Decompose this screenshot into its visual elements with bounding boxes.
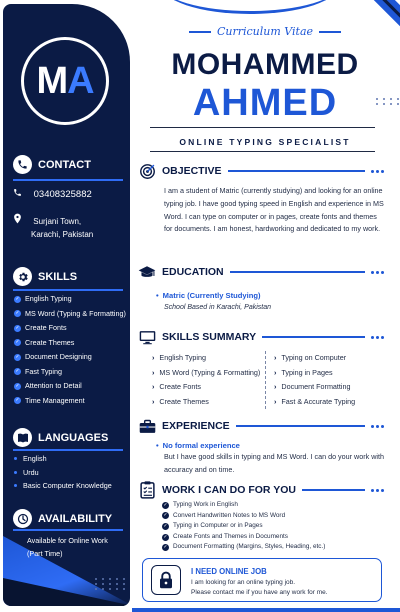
skill-item	[14, 307, 126, 322]
section-dots-decor	[371, 489, 384, 492]
phone-row	[13, 188, 92, 201]
language-label: Urdu	[23, 467, 39, 477]
skill-label: Time Management	[25, 395, 85, 405]
work-label: Convert Handwritten Notes to MS Word	[173, 511, 286, 519]
location-pin-icon	[13, 213, 25, 228]
work-heading	[138, 481, 384, 499]
briefcase-icon	[138, 417, 156, 435]
chevron-right-icon: ›	[152, 353, 155, 362]
language-item	[14, 452, 112, 466]
summary-item	[152, 380, 260, 395]
summary-label: Typing on Computer	[281, 353, 347, 362]
section-dots-decor	[371, 170, 384, 173]
check-icon: ✓	[15, 339, 20, 346]
summary-label: Create Themes	[159, 396, 209, 406]
languages-heading	[13, 428, 108, 447]
objective-heading	[138, 162, 384, 180]
monogram-letter-m: M	[36, 59, 68, 102]
section-dots-decor	[371, 425, 384, 428]
work-item	[162, 532, 325, 543]
summary-label: Fast & Accurate Typing	[281, 396, 356, 406]
job-title: ONLINE TYPING SPECIALIST	[179, 137, 351, 147]
skill-item	[14, 350, 126, 365]
check-icon: ✓	[15, 368, 20, 375]
objective-title: OBJECTIVE	[162, 165, 222, 177]
sidebar	[3, 4, 130, 606]
skills-summary-title: SKILLS SUMMARY	[162, 331, 257, 343]
skill-label: Document Designing	[25, 352, 92, 361]
contact-divider	[13, 179, 123, 181]
education-title: EDUCATION	[162, 266, 224, 278]
skills-summary-left-list	[152, 351, 260, 409]
header-swoosh-decor	[160, 0, 340, 14]
summary-label: Document Formatting	[281, 382, 351, 391]
summary-item	[274, 380, 355, 395]
skills-heading	[13, 267, 77, 286]
check-icon: ✓	[15, 397, 20, 404]
work-item	[162, 500, 325, 511]
skill-item	[14, 321, 126, 336]
graduation-cap-icon	[138, 263, 156, 281]
experience-title: EXPERIENCE	[162, 420, 230, 432]
skills-summary-right-list	[274, 351, 355, 409]
monogram-letter-a: A	[67, 59, 94, 102]
phone-number[interactable]: 03408325882	[33, 189, 92, 200]
summary-item	[274, 395, 355, 410]
monogram-logo	[21, 37, 109, 125]
dot-grid-decor	[95, 578, 127, 590]
summary-column-divider	[265, 351, 266, 409]
section-rule	[228, 170, 365, 172]
skill-item	[14, 336, 126, 351]
book-icon	[13, 428, 32, 447]
availability-line-2: (Part Time)	[27, 549, 63, 558]
summary-label: MS Word (Typing & Formatting)	[159, 367, 261, 377]
education-school: School Based in Karachi, Pakistan	[164, 304, 272, 311]
skill-label: English Typing	[25, 294, 72, 303]
skill-label: Attention to Detail	[25, 381, 82, 390]
bullet-icon	[14, 484, 17, 487]
check-icon: ✓	[15, 353, 20, 360]
skill-item	[14, 292, 126, 307]
skill-list	[14, 292, 126, 408]
availability-line-1: Available for Online Work	[27, 536, 108, 545]
check-icon: ✓	[163, 533, 168, 540]
availability-heading-label: AVAILABILITY	[38, 512, 113, 525]
check-icon: ✓	[15, 295, 20, 302]
work-label: Create Fonts and Themes in Documents	[173, 532, 288, 540]
experience-subtitle: • No formal experience	[164, 441, 240, 450]
section-rule	[230, 271, 365, 273]
language-label: Basic Computer Knowledge	[23, 481, 112, 490]
lock-icon	[151, 565, 181, 595]
skills-heading-label: SKILLS	[38, 270, 78, 283]
gear-icon	[13, 267, 32, 286]
chevron-right-icon: ›	[274, 382, 277, 391]
skill-label: MS Word (Typing & Formatting)	[25, 308, 126, 318]
chevron-right-icon: ›	[274, 396, 277, 406]
check-icon: ✓	[163, 512, 168, 519]
chevron-right-icon: ›	[274, 367, 277, 377]
contact-heading-label: CONTACT	[38, 158, 91, 171]
experience-text: But I have good skills in typing and MS Word. I can do your work with accuracy and on time.	[164, 452, 384, 474]
work-label: Typing in Computer or in Pages	[173, 522, 263, 530]
last-name: AHMED	[192, 82, 338, 124]
languages-divider	[13, 449, 123, 451]
first-name: MOHAMMED	[171, 48, 359, 81]
work-item	[162, 511, 325, 522]
target-icon	[138, 162, 156, 180]
section-rule	[262, 336, 365, 338]
summary-label: Typing in Pages	[281, 367, 333, 377]
chevron-right-icon: ›	[152, 367, 155, 377]
experience-heading	[138, 417, 384, 435]
chevron-right-icon: ›	[152, 382, 155, 391]
skill-label: Create Themes	[25, 337, 75, 347]
work-item	[162, 521, 325, 532]
summary-label: English Typing	[159, 353, 207, 362]
language-item	[14, 479, 112, 493]
skill-item	[14, 379, 126, 394]
check-icon: ✓	[15, 310, 20, 317]
work-list	[162, 500, 325, 553]
language-label: English	[23, 454, 47, 463]
summary-item	[274, 366, 355, 381]
bullet-icon	[14, 457, 17, 460]
availability-divider	[13, 529, 123, 531]
bullet-icon	[14, 471, 17, 474]
phone-icon	[13, 188, 25, 201]
summary-label: Create Fonts	[159, 382, 201, 391]
address-line-1: Surjani Town,	[33, 217, 82, 226]
language-item	[14, 466, 112, 480]
check-icon: ✓	[15, 382, 20, 389]
work-title: WORK I CAN DO FOR YOU	[162, 484, 296, 496]
cv-label-text: Curriculum Vitae	[216, 25, 314, 38]
work-label: Typing Work in English	[173, 501, 238, 508]
monitor-icon	[138, 328, 156, 346]
section-rule	[302, 489, 365, 491]
skill-label: Fast Typing	[25, 366, 63, 376]
skill-label: Create Fonts	[25, 323, 67, 332]
language-list	[14, 452, 112, 493]
objective-text: I am a student of Matric (currently studying) and looking for an online typing job. I have good typing speed in English and experience in MS Word. I can type on computer or in pages, create fonts and themes for documents. I am honest, hardworking and dedicated to my work.	[164, 186, 384, 234]
contact-heading	[13, 155, 91, 174]
address-line-2: Karachi, Pakistan	[31, 230, 94, 239]
summary-item	[152, 395, 260, 410]
bottom-accent-bar	[132, 608, 400, 612]
job-box-line-2: Please contact me if you have any work for me.	[191, 589, 328, 596]
education-heading	[138, 263, 384, 281]
job-box-title: I NEED ONLINE JOB	[191, 567, 267, 576]
availability-heading	[13, 509, 112, 528]
skill-item	[14, 365, 126, 380]
job-box-text	[191, 578, 328, 598]
summary-item	[152, 366, 260, 381]
chevron-right-icon: ›	[152, 396, 155, 406]
check-icon: ✓	[163, 544, 168, 551]
chevron-right-icon: ›	[274, 353, 277, 362]
availability-text	[27, 534, 108, 560]
section-dots-decor	[371, 336, 384, 339]
check-icon: ✓	[15, 324, 20, 331]
summary-item	[274, 351, 355, 366]
cv-label	[140, 25, 390, 38]
title-rule-top	[150, 127, 375, 128]
job-request-box	[142, 558, 382, 602]
skill-item	[14, 394, 126, 409]
skills-divider	[13, 289, 123, 291]
section-dots-decor	[371, 271, 384, 274]
job-box-line-1: I am looking for an online typing job.	[191, 579, 296, 586]
languages-heading-label: LANGUAGES	[38, 431, 109, 444]
section-rule	[236, 425, 365, 427]
work-item	[162, 542, 325, 553]
check-icon: ✓	[163, 501, 168, 508]
clock-icon	[13, 509, 32, 528]
education-degree: • Matric (Currently Studying)	[164, 291, 261, 300]
checklist-icon	[138, 481, 156, 499]
check-icon: ✓	[163, 522, 168, 529]
work-label: Document Formatting (Margins, Styles, Heading, etc.)	[173, 543, 326, 551]
phone-icon	[13, 155, 32, 174]
skills-summary-heading	[138, 328, 384, 346]
title-rule-bottom	[150, 151, 375, 152]
summary-item	[152, 351, 260, 366]
address-row	[13, 213, 93, 241]
